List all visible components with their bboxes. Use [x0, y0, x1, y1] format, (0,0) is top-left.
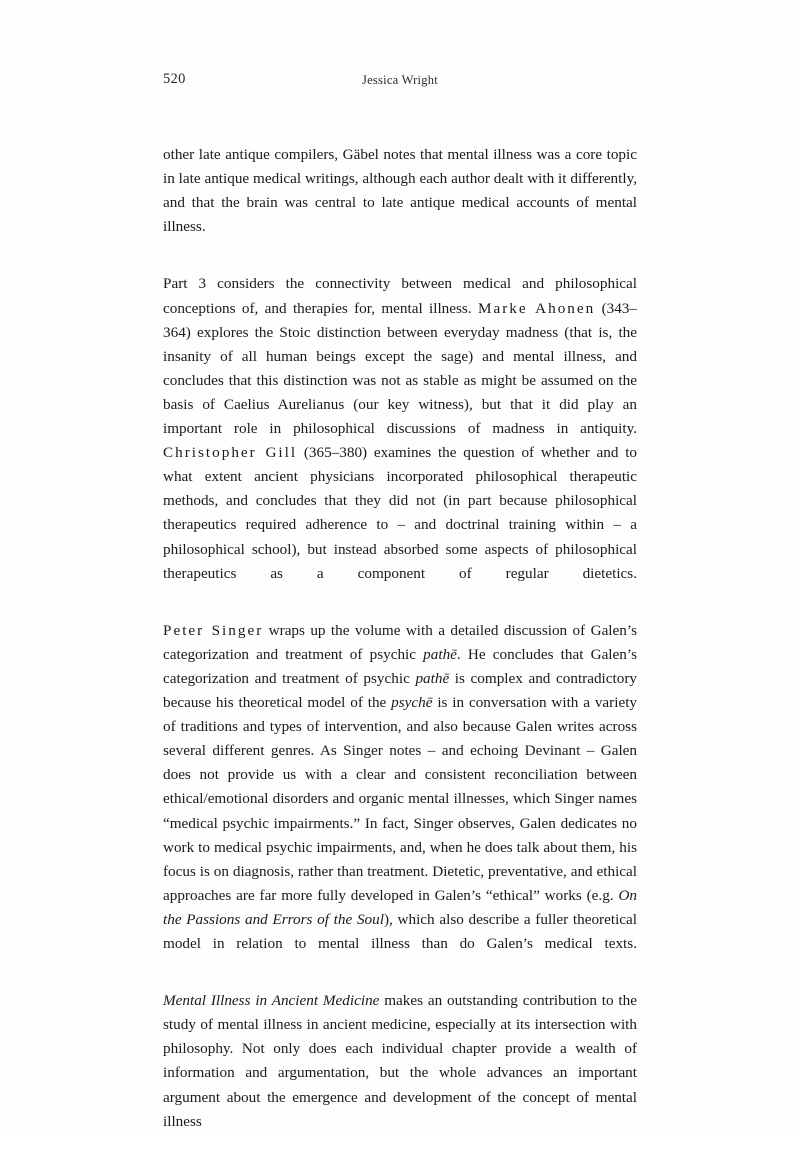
- body-paragraph: [163, 989, 637, 1158]
- italic-title: pathē: [415, 669, 450, 687]
- text-run: (343–364) explores the Stoic distinction between everyday madness (that is, the insanity of all human beings except the sage) and mental illness, and concludes that this distinction was not as stable as might be assumed on the basis of Caelius Aurelianus (our key witness), but that it did play an important role in philosophical discussions of madness in antiquity.: [163, 299, 637, 438]
- body-paragraph: [163, 619, 637, 980]
- text-run: ), which also describe a fuller theoretical model in relation to mental illness than do Galen’s medical texts.: [163, 910, 637, 952]
- text-run: makes an outstanding contribution to the study of mental illness in ancient medicine, especially at its intersection with philosophy. Not only does each individual chapter provide a wealth of information and argumentation, but the whole advances an important argument about the emergence and development of the concept of mental illness: [163, 992, 637, 1130]
- text-run: . He concludes that Galen’s categorization and treatment of psychic: [163, 645, 637, 687]
- text-run: (365–380) examines the question of whether and to what extent ancient physicians incorporated philosophical therapeutic methods, and concludes that they did not (in part because philosophical therapeutics required adherence to – and doctrinal training within – a philosophical school), but instead absorbed some aspects of philosophical therapeutics as a component of regular dietetics.: [163, 444, 638, 582]
- body-paragraph: [163, 143, 637, 263]
- text-run: other late antique compilers, Gäbel notes that mental illness was a core topic in late antique medical writings, although each author dealt with it differently, and that the brain was central to late antique medical accounts of mental illness.: [163, 146, 637, 236]
- text-run: wraps up the volume with a detailed discussion of Galen’s categorization and treatment of psychic: [163, 621, 637, 663]
- contributor-name: Marke Ahonen: [477, 299, 596, 317]
- italic-title: pathē: [423, 645, 457, 663]
- running-head-title: Jessica Wright: [361, 73, 439, 87]
- italic-title: Mental Illness in Ancient Medicine: [163, 992, 380, 1010]
- body-text-block: [163, 143, 637, 1158]
- text-run: is in conversation with a variety of traditions and types of intervention, and also because Galen writes across several different genres. As Singer notes – and echoing Devinant – Galen does not provide us with a clear and consistent reconciliation between ethical/emotional disorders and organic mental illnesses, which Singer names “medical psychic impairments.” In fact, Singer observes, Galen dedicates no work to medical psychic impairments, and, when he does talk about them, his focus is on diagnosis, rather than treatment. Dietetic, preventative, and ethical approaches are far more fully developed in Galen’s “ethical” works (e.g.: [163, 694, 638, 904]
- text-run: is complex and contradictory because his theoretical model of the: [163, 669, 637, 712]
- page-number: 520: [163, 71, 186, 87]
- italic-title: On the Passions and Errors of the Soul: [163, 886, 637, 928]
- running-head: [163, 71, 637, 91]
- contributor-name: Peter Singer: [163, 621, 264, 639]
- contributor-name: Christopher Gill: [163, 444, 298, 462]
- body-paragraph: [163, 272, 637, 609]
- text-run: Part 3 considers the connectivity between medical and philosophical conceptions of, and therapies for, mental illness.: [163, 275, 637, 317]
- italic-title: psychē: [391, 694, 433, 712]
